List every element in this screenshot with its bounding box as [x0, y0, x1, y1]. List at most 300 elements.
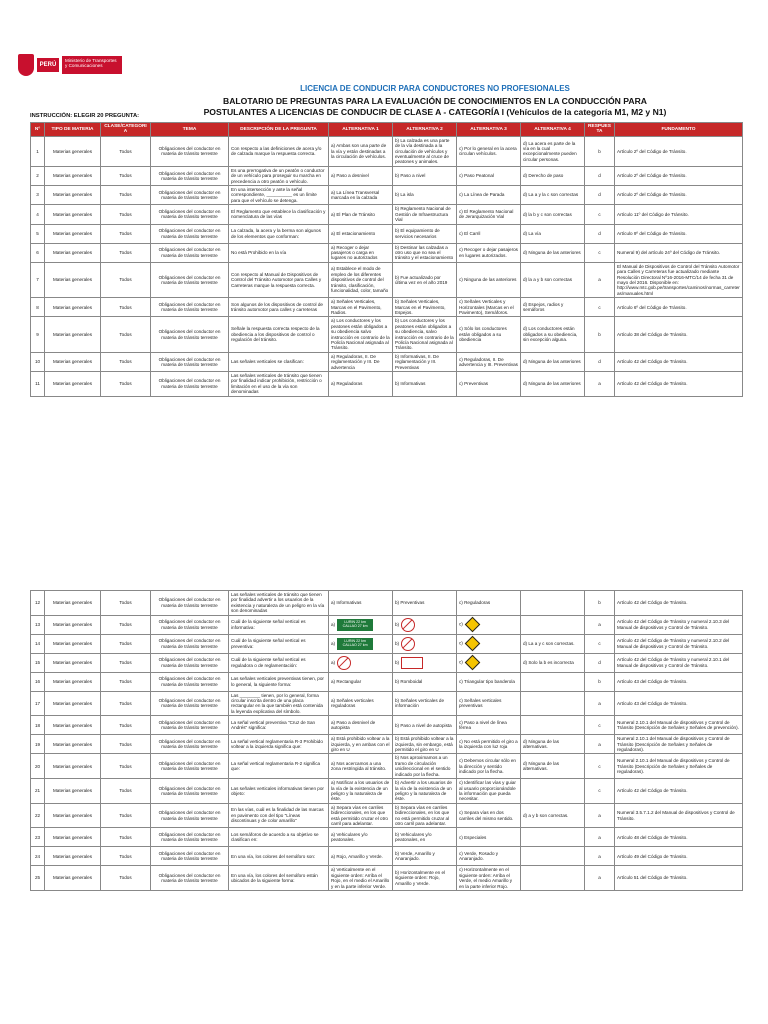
legal-basis-text: Numeral 2.10.1 del Manual de dispositivos y Control de Tránsito (Descripción de Señales y Señales de prevención). — [617, 719, 739, 731]
question-text — [229, 653, 329, 672]
legal-basis-text: Artículo 51 del Código de Tránsito. — [617, 875, 688, 881]
legal-basis-text: Artículo 43 del Código de Tránsito. — [617, 700, 688, 706]
alternative-2 — [393, 591, 457, 616]
answer — [585, 591, 615, 616]
alternative-1-text: a) Los conductores y los peatones están obligados a su obediencia salvo instrucción en contrario de la Policía Nacional asignada al Tránsito. — [331, 318, 390, 351]
question-text-text: Son algunos de los dispositivos de control de tránsito automotor para calles y carreteras — [231, 301, 323, 313]
legal-basis — [615, 317, 743, 352]
question-number-text: 7 — [36, 277, 39, 283]
question-number-text: 20 — [34, 763, 41, 769]
answer-text: d — [598, 173, 601, 179]
alternative-3-text: c) Verde, Rosado y Anaranjado. — [459, 850, 499, 862]
legal-basis-text: Artículo 43 del Código de Tránsito. — [617, 678, 688, 684]
question-number — [31, 205, 45, 224]
alternative-3-text: c) — [459, 621, 463, 627]
alternative-3 — [457, 779, 521, 804]
answer — [585, 735, 615, 754]
alternative-2-text: b) Verde, Amarillo y Anaranjado. — [395, 850, 435, 862]
alternative-2-text: b) Romboidal — [395, 678, 423, 684]
answer — [585, 186, 615, 205]
column-header: TIPO DE MATERIA — [45, 123, 101, 137]
question-number-text: 25 — [34, 875, 41, 881]
question-text-text: Señale la respuesta correcta respecto de la obediencia a los dispositivos de control o regulación del tránsito. — [231, 326, 320, 343]
question-text — [229, 716, 329, 735]
alternative-4 — [521, 653, 585, 672]
coat-of-arms-icon — [18, 54, 34, 76]
alternative-4-text: d) La a y c son correctas. — [523, 640, 575, 646]
alternative-3-text: c) Reguladoras, II. De advertencia y III. Preventivas — [459, 356, 518, 367]
topic — [151, 779, 229, 804]
alternative-2 — [393, 653, 457, 672]
alternative-3 — [457, 866, 521, 891]
subject-type-text: Materias generales — [52, 249, 93, 255]
alternative-2 — [393, 352, 457, 371]
license-class-text: Todos — [119, 659, 132, 665]
alternative-2 — [393, 298, 457, 317]
alternative-2-text: b) — [395, 640, 400, 646]
question-number — [31, 691, 45, 716]
topic-text: Obligaciones del conductor en materia de tránsito terrestre — [158, 810, 221, 821]
alternative-1 — [329, 634, 393, 653]
topic-text: Obligaciones del conductor en materia de tránsito terrestre — [158, 356, 221, 367]
table-row — [31, 828, 743, 847]
question-number — [31, 866, 45, 891]
legal-basis — [615, 653, 743, 672]
license-class — [101, 317, 151, 352]
alternative-4 — [521, 372, 585, 397]
legal-basis — [615, 779, 743, 804]
license-class-text: Todos — [119, 148, 132, 154]
question-number-text: 11 — [35, 381, 40, 387]
alternative-3 — [457, 224, 521, 243]
table-row — [31, 136, 743, 166]
question-number — [31, 136, 45, 166]
question-number — [31, 166, 45, 185]
topic-text: Obligaciones del conductor en materia de tránsito terrestre — [158, 189, 221, 201]
question-text — [229, 186, 329, 205]
table-row — [31, 186, 743, 205]
question-text-text: En una vía, los colores del semáforo son: — [231, 853, 316, 859]
alternative-4 — [521, 205, 585, 224]
license-class-text: Todos — [119, 763, 132, 769]
topic — [151, 262, 229, 297]
alternative-1-text: a) Reguladoras, II. De reglamentación y III. De advertencia — [331, 353, 380, 370]
answer-text: c — [598, 722, 601, 728]
license-class-text: Todos — [119, 304, 132, 310]
question-text-text: En una intersección y ante la señal correspondiente, __________ es un límite para que el vehículo se detenga. — [231, 187, 317, 203]
license-class — [101, 847, 151, 866]
table-row — [31, 735, 743, 754]
answer-text: a — [598, 700, 601, 706]
question-number-text: 8 — [36, 304, 39, 310]
answer — [585, 716, 615, 735]
question-number-text: 14 — [34, 640, 41, 646]
question-text-text: La señal vertical reglamentaria R-2 significa que: — [231, 760, 321, 772]
legal-basis — [615, 754, 743, 779]
alternative-1-text: a) El Plan de Tránsito — [331, 211, 375, 217]
prohibition-sign-icon — [401, 618, 415, 632]
legal-basis-text: Artículo 9º del Código de Tránsito. — [617, 230, 687, 236]
alternative-3-text: c) Identificar las vías y guiar al usuario proporcionándole la información que pueda necesitar. — [459, 780, 516, 802]
question-number-text: 21 — [34, 788, 41, 794]
subject-type-text: Materias generales — [52, 659, 93, 665]
license-class — [101, 591, 151, 616]
topic-text: Obligaciones del conductor en materia de tránsito terrestre — [158, 247, 221, 258]
alternative-3 — [457, 186, 521, 205]
question-text-text: La señal vertical reglamentaria R-3 Prohibido voltear a la izquierda significa que: — [231, 738, 323, 750]
subject-type-text: Materias generales — [52, 788, 93, 794]
alternative-3-text: c) Triangular tipo banderola — [459, 678, 515, 684]
license-class — [101, 262, 151, 297]
question-text — [229, 691, 329, 716]
question-text — [229, 672, 329, 691]
alternative-2-text: b) Señales Verticales, Marcas en el Pavimento, Espejos. — [395, 299, 446, 315]
topic — [151, 352, 229, 371]
subject-type-text: Materias generales — [52, 331, 93, 337]
question-number-text: 9 — [36, 331, 39, 337]
legal-basis — [615, 186, 743, 205]
answer-text: a — [598, 741, 601, 747]
topic — [151, 716, 229, 735]
alternative-1 — [329, 205, 393, 224]
answer-text: c — [598, 640, 601, 646]
alternative-3 — [457, 803, 521, 828]
subject-type-text: Materias generales — [52, 875, 93, 881]
alternative-4 — [521, 591, 585, 616]
table-row — [31, 754, 743, 779]
question-number-text: 4 — [36, 211, 39, 217]
question-number — [31, 262, 45, 297]
legal-basis — [615, 847, 743, 866]
alternative-1 — [329, 262, 393, 297]
license-class-text: Todos — [119, 700, 132, 706]
license-class — [101, 716, 151, 735]
alternative-4 — [521, 317, 585, 352]
license-class — [101, 803, 151, 828]
license-class-text: Todos — [119, 741, 132, 747]
question-text-text: Los semáforos de acuerdo a su objetivo se clasifican en: — [231, 831, 319, 843]
answer-text: d — [598, 659, 601, 665]
license-class — [101, 205, 151, 224]
answer-text: c — [598, 249, 601, 255]
answer — [585, 352, 615, 371]
alternative-4 — [521, 828, 585, 847]
logo-ministry: Ministerio de Transportes y Comunicaciones — [62, 56, 122, 74]
question-text-text: El Reglamento que establece la clasificación y nomenclatura de las vías — [231, 208, 326, 220]
license-class-text: Todos — [119, 381, 132, 387]
column-header: TEMA — [151, 123, 229, 137]
question-number — [31, 352, 45, 371]
alternative-4 — [521, 754, 585, 779]
license-class-text: Todos — [119, 277, 132, 283]
question-text — [229, 803, 329, 828]
table-row — [31, 847, 743, 866]
legal-basis — [615, 716, 743, 735]
topic — [151, 615, 229, 634]
alternative-1-text: a) Vehiculares y/o peatonales. — [331, 831, 368, 843]
topic-text: Obligaciones del conductor en materia de tránsito terrestre — [158, 676, 221, 687]
subject-type — [45, 317, 101, 352]
alternative-1-text: a) — [331, 640, 336, 646]
legal-basis-text: Artículo 6º del Código de Tránsito. — [617, 304, 687, 310]
license-class — [101, 754, 151, 779]
informative-sign-icon: LURIN 22 km CALLAO 27 km — [337, 638, 373, 650]
legal-basis — [615, 866, 743, 891]
topic — [151, 735, 229, 754]
question-number-text: 22 — [34, 812, 41, 818]
license-class — [101, 372, 151, 397]
table-row — [31, 205, 743, 224]
alternative-4-text: d) Ninguna de las anteriores — [523, 359, 581, 365]
topic — [151, 372, 229, 397]
column-header: ALTERNATIVA 4 — [521, 123, 585, 137]
legal-basis — [615, 262, 743, 297]
alternative-2 — [393, 828, 457, 847]
topic-text: Obligaciones del conductor en materia de tránsito terrestre — [158, 301, 221, 313]
question-text-text: Cuál de la siguiente señal vertical es preventiva: — [231, 638, 306, 649]
alternative-2-text: b) Reglamento Nacional de Gestión de Infraestructura Vial — [395, 206, 451, 223]
alternative-4 — [521, 136, 585, 166]
alternative-3 — [457, 298, 521, 317]
topic-text: Obligaciones del conductor en materia de tránsito terrestre — [158, 831, 221, 843]
topic — [151, 136, 229, 166]
topic-text: Obligaciones del conductor en materia de tránsito terrestre — [158, 657, 221, 668]
question-text-text: Las ________ tienen, por lo general, forma circular inscrita dentro de una placa rectangular en la que también está contenida la leyenda explicativa del símbolo. — [231, 692, 323, 714]
question-number — [31, 634, 45, 653]
alternative-1 — [329, 828, 393, 847]
alternative-1 — [329, 653, 393, 672]
alternative-1-text: a) Señales verticales reguladoras — [331, 698, 374, 709]
alternative-3-text: c) Señales verticales preventivas — [459, 698, 502, 709]
question-text-text: Las señales verticales de tránsito que tienen por finalidad advertir a los usuarios de la existencia y naturaleza de un peligro en la vía son denominadas — [231, 592, 325, 614]
question-number — [31, 243, 45, 262]
question-number — [31, 653, 45, 672]
answer-text: c — [598, 304, 601, 310]
subject-type-text: Materias generales — [52, 700, 93, 706]
topic-text: Obligaciones del conductor en materia de tránsito terrestre — [158, 638, 221, 649]
alternative-1 — [329, 591, 393, 616]
alternative-3-text: c) — [459, 659, 463, 665]
alternative-3 — [457, 634, 521, 653]
legal-basis-text: Artículo 2º del Código de Tránsito. — [617, 192, 687, 198]
alternative-2 — [393, 779, 457, 804]
answer — [585, 866, 615, 891]
legal-basis-text: Artículo 42 del Código de Tránsito. — [617, 381, 688, 387]
alternative-2-text: b) El equipamiento de servicios necesarios — [395, 228, 440, 239]
legal-basis — [615, 224, 743, 243]
alternative-1-text: a) Informativas — [331, 600, 362, 606]
alternative-1-text: a) Paso a desnivel de autopista — [331, 719, 376, 731]
alternative-2 — [393, 262, 457, 297]
alternative-2 — [393, 224, 457, 243]
legal-basis-text: Artículo 42 del Código de Tránsito y numeral 2.10.3 del Manual de dispositivos y Control de Tránsito. — [617, 619, 730, 630]
alternative-4 — [521, 298, 585, 317]
alternative-2-text: b) Fue actualizado por última vez en el año 2019 — [395, 274, 448, 285]
question-number — [31, 224, 45, 243]
alternative-3 — [457, 591, 521, 616]
legal-basis — [615, 735, 743, 754]
answer — [585, 653, 615, 672]
subject-type — [45, 691, 101, 716]
topic-text: Obligaciones del conductor en materia de tránsito terrestre — [158, 619, 221, 630]
alternative-1-text: a) Nos acercamos a una zona restringida al tránsito. — [331, 760, 387, 772]
question-text-text: Las señales verticales informativas tienen por objeto: — [231, 785, 324, 796]
alternative-2-text: b) Los conductores y los peatones están obligados a su obediencia, salvo instrucción en contrario de la Policía Nacional asignada al Tránsito. — [395, 318, 454, 351]
alternative-3-text: c) Señales Verticales y Horizontales (Marcas en el Pavimento), Semáforos. — [459, 299, 514, 315]
topic — [151, 828, 229, 847]
alternative-4-text: d) Solo la b es incorrecta — [523, 659, 574, 665]
answer-text: a — [598, 381, 601, 387]
alternative-2 — [393, 372, 457, 397]
question-number-text: 15 — [34, 659, 41, 665]
alternative-1 — [329, 372, 393, 397]
table-row — [31, 591, 743, 616]
column-header: Nº — [31, 123, 45, 137]
answer-text: b — [598, 148, 601, 154]
license-class — [101, 634, 151, 653]
answer-text: b — [598, 678, 601, 684]
alternative-2 — [393, 866, 457, 891]
question-number — [31, 372, 45, 397]
alternative-4 — [521, 166, 585, 185]
question-number-text: 17 — [34, 700, 41, 706]
table-header-row — [31, 123, 743, 137]
subject-type-text: Materias generales — [52, 853, 93, 859]
question-number — [31, 186, 45, 205]
preventive-sign-icon — [465, 655, 481, 671]
topic-text: Obligaciones del conductor en materia de tránsito terrestre — [158, 228, 221, 239]
license-class-text: Todos — [119, 192, 132, 198]
legal-basis-text: Numeral 2.10.1 del Manual de dispositivos y Control de Tránsito (Descripción de Señales y Señales de reguladoras). — [617, 758, 730, 774]
alternative-1 — [329, 615, 393, 634]
answer — [585, 634, 615, 653]
topic — [151, 754, 229, 779]
answer-text: d — [598, 192, 601, 198]
alternative-2 — [393, 754, 457, 779]
table-row — [31, 372, 743, 397]
license-class-text: Todos — [119, 640, 132, 646]
alternative-2 — [393, 634, 457, 653]
subject-type — [45, 735, 101, 754]
alternative-1-text: a) Rojo, Amarillo y Verde. — [331, 853, 383, 859]
prohibition-sign-icon — [401, 637, 415, 651]
question-text — [229, 847, 329, 866]
subject-type-text: Materias generales — [52, 678, 93, 684]
alternative-4 — [521, 615, 585, 634]
topic — [151, 591, 229, 616]
alternative-2-text: b) Paso a nivel de autopista — [395, 722, 452, 728]
table-row — [31, 866, 743, 891]
question-number — [31, 803, 45, 828]
legal-basis — [615, 166, 743, 185]
subject-type — [45, 866, 101, 891]
table-row — [31, 298, 743, 317]
subject-type-text: Materias generales — [52, 600, 93, 606]
alternative-2-text: b) Está prohibido voltear a la izquierda, sin embargo, está permitido el giro en U — [395, 736, 454, 753]
topic — [151, 634, 229, 653]
license-class-text: Todos — [119, 788, 132, 794]
column-header: FUNDAMENTO — [615, 123, 743, 137]
alternative-1 — [329, 224, 393, 243]
legal-basis — [615, 298, 743, 317]
alternative-1 — [329, 672, 393, 691]
topic-text: Obligaciones del conductor en materia de tránsito terrestre — [158, 785, 221, 796]
question-text — [229, 166, 329, 185]
subject-type — [45, 136, 101, 166]
answer — [585, 372, 615, 397]
alternative-1 — [329, 803, 393, 828]
alternative-4-text: d) Espejos, radios y semáforos — [523, 301, 564, 313]
alternative-3-text: c) — [459, 640, 463, 646]
alternative-2 — [393, 136, 457, 166]
legal-basis-text: Artículo 42 del Código de Tránsito y numeral 2.10.2 del Manual de dispositivos y Control de Tránsito. — [617, 638, 730, 649]
alternative-4-text: d) La vía — [523, 230, 541, 236]
legal-basis — [615, 828, 743, 847]
alternative-3-text: c) La Línea de Parada — [459, 192, 505, 198]
topic-text: Obligaciones del conductor en materia de tránsito terrestre — [158, 274, 221, 285]
alternative-4 — [521, 716, 585, 735]
alternative-1-text: a) Señales Verticales, Marcas en el Pavimento, Radios. — [331, 299, 382, 315]
subject-type-text: Materias generales — [52, 148, 93, 154]
alternative-4 — [521, 186, 585, 205]
alternative-3-text: c) Por lo general en la acera circulan vehículos. — [459, 145, 517, 157]
legal-basis-text: Numeral 3.5.7.1.2 del Manual de dispositivos y Control de Tránsito. — [617, 810, 735, 821]
subject-type-text: Materias generales — [52, 640, 93, 646]
alternative-4-text: d) Ninguna de las anteriores — [523, 381, 581, 387]
alternative-3 — [457, 166, 521, 185]
topic-text: Obligaciones del conductor en materia de tránsito terrestre — [158, 760, 221, 772]
legal-basis — [615, 672, 743, 691]
alternative-1-text: a) Reguladoras — [331, 381, 363, 387]
alternative-1 — [329, 166, 393, 185]
license-class-text: Todos — [119, 331, 132, 337]
alternative-1 — [329, 298, 393, 317]
answer-text: b — [598, 600, 601, 606]
answer — [585, 779, 615, 804]
alternative-4 — [521, 672, 585, 691]
topic-text: Obligaciones del conductor en materia de tránsito terrestre — [158, 145, 221, 157]
question-number-text: 16 — [34, 678, 41, 684]
legal-basis-text: Artículo 2º del Código de Tránsito. — [617, 148, 687, 154]
question-text — [229, 779, 329, 804]
license-class — [101, 653, 151, 672]
alternative-3-text: c) Preventivas — [459, 381, 489, 387]
subject-type — [45, 716, 101, 735]
alternative-3-text: c) Recoger o dejar pasajeros en lugares autorizados. — [459, 247, 518, 258]
alternative-1-text: a) Establece el modo de empleo de los diferentes dispositivos de control del tránsito, clasificación, funcionalidad, color, tamaño — [331, 266, 389, 294]
alternative-1-text: a) Ambas son una parte de la vía y están destinadas a la circulación de vehículos. — [331, 143, 387, 160]
alternative-4 — [521, 735, 585, 754]
alternative-4 — [521, 779, 585, 804]
table-row — [31, 779, 743, 804]
alternative-3 — [457, 653, 521, 672]
answer — [585, 847, 615, 866]
document-subtitle: BALOTARIO DE PREGUNTAS PARA LA EVALUACIÓN DE CONOCIMIENTOS EN LA CONDUCCIÓN PARA POSTULANTES A LICENCIAS DE CONDUCIR DE CLASE A - CATEGORÍA I (Vehículos de la categoría M1, M2 y N1) — [203, 96, 667, 117]
alternative-3-text: c) Especiales — [459, 834, 487, 840]
subject-type — [45, 166, 101, 185]
alternative-3 — [457, 735, 521, 754]
subject-type — [45, 298, 101, 317]
subject-type — [45, 634, 101, 653]
topic-text: Obligaciones del conductor en materia de tránsito terrestre — [158, 329, 221, 340]
alternative-2 — [393, 735, 457, 754]
table-row — [31, 224, 743, 243]
question-text — [229, 317, 329, 352]
legal-basis — [615, 372, 743, 397]
answer-text: a — [598, 853, 601, 859]
question-number — [31, 615, 45, 634]
alternative-1-text: a) Paso a desnivel — [331, 173, 369, 179]
